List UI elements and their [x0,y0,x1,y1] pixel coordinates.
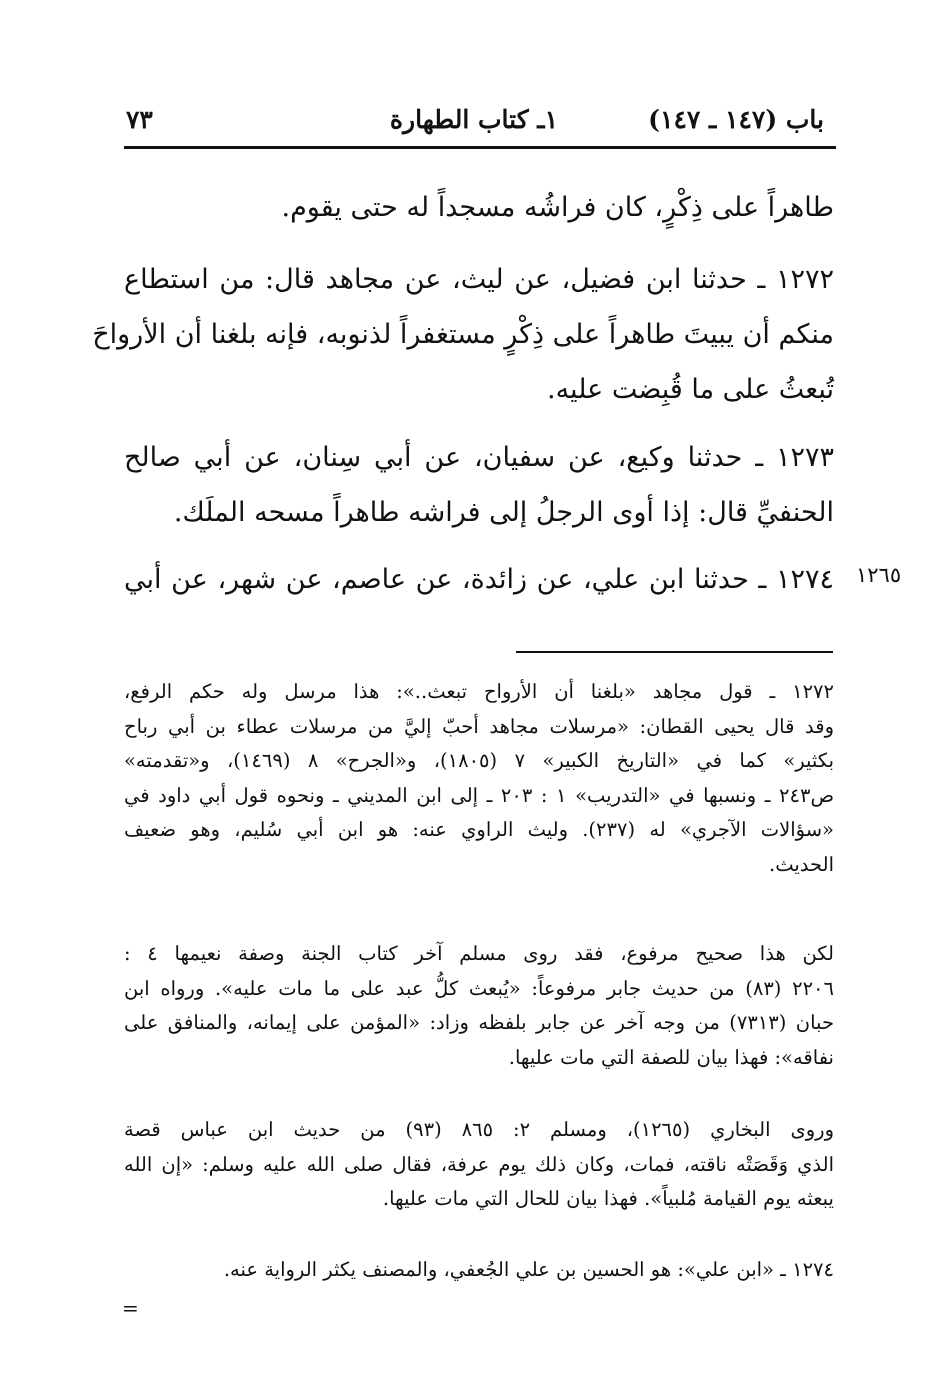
footnote-line: وقد قال يحيى القطان: «مرسلات مجاهد أحبّ إليَّ من مرسلات عطاء بن أبي رباح [124,714,834,738]
chapter-range: باب (١٤٧ ـ ١٤٧) [648,105,824,134]
footnote-line: الحديث. [769,852,834,876]
hadith-1273 [124,430,834,540]
text-line: طاهراً على ذِكْرٍ، كان فراشُه مسجداً له حتى يقوم. [281,192,834,223]
text-line: ١٢٧٢ ـ حدثنا ابن فضيل، عن ليث، عن مجاهد قال: من استطاع [124,264,834,295]
text-line: ١٢٧٤ ـ حدثنا ابن علي، عن زائدة، عن عاصم، عن شهر، عن أبي [124,564,834,595]
book-title: ١ـ كتاب الطهارة [389,105,559,134]
hadith-1272 [92,252,834,417]
footnote-line: ٢٢٠٦ (٨٣) من حديث جابر مرفوعاً: «يُبعث كلُّ عبد على ما مات عليه». ورواه ابن [124,976,834,1000]
footnote-line: الذي وَقَصَتْه ناقته، فمات، وكان ذلك يوم عرفة، فقال صلى الله عليه وسلم: «إن الله [124,1152,834,1176]
page-number: ٧٣ [126,105,153,134]
footnote-rule [516,651,833,653]
footnote-line: حبان (٧٣١٣) من وجه آخر عن جابر بلفظه وزاد: «المؤمن على إيمانه، والمنافق على [124,1011,835,1035]
footnote-paragraph-2 [124,937,834,1075]
margin-number: ١٢٦٥ [856,563,902,587]
footnote-1274 [124,1253,834,1288]
text-line: ١٢٧٣ ـ حدثنا وكيع، عن سفيان، عن أبي سِنان، عن أبي صالح [124,442,834,473]
footnote-line: لكن هذا صحيح مرفوع، فقد روى مسلم آخر كتاب الجنة وصفة نعيمها ٤ : [124,942,834,965]
footnote-line: بكثير» كما في «التاريخ الكبير» ٧ (١٨٠٥)، و«الجرح» ٨ (١٤٦٩)، و«تقدمته» [124,749,834,773]
header-rule [124,146,836,149]
hadith-1274 [124,552,834,607]
footnote-line: ص٢٤٣ ـ ونسبها في «التدريب» ١ : ٢٠٣ ـ إلى ابن المديني ـ ونحوه قول أبي داود في [124,783,835,807]
text-line: منكم أن يبيتَ طاهراً على ذِكْرٍ مستغفراً لذنوبه، فإنه بلغنا أن الأرواحَ [92,319,834,350]
footnote-line: يبعثه يوم القيامة مُلبياً». فهذا بيان للحال التي مات عليها. [382,1187,834,1211]
footnote-line: «سؤالات الآجري» له (٢٣٧). وليث الراوي عنه: هو ابن أبي سُليم، وهو ضعيف [124,818,834,842]
footnote-1272 [124,675,834,883]
continuation-mark: = [122,1296,139,1320]
footnote-paragraph-3 [124,1113,834,1217]
footnote-line: ١٢٧٢ ـ قول مجاهد «بلغنا أن الأرواح تبعث..»: هذا مرسل وله حكم الرفع، [124,680,834,703]
footnote-line: وروى البخاري (١٢٦٥)، ومسلم ٢: ٨٦٥ (٩٣) من حديث ابن عباس قصة [124,1118,834,1141]
footnote-line: ١٢٧٤ ـ «ابن علي»: هو الحسين بن علي الجُعفي، والمصنف يكثر الرواية عنه. [223,1258,834,1281]
intro-paragraph [124,180,834,235]
text-line: تُبعثُ على ما قُبِضت عليه. [546,374,834,405]
text-line: الحنفيِّ قال: إذا أوى الرجلُ إلى فراشه طاهراً مسحه الملَك. [173,497,834,528]
footnote-line: نفاقه»: فهذا بيان للصفة التي مات عليها. [508,1045,834,1069]
